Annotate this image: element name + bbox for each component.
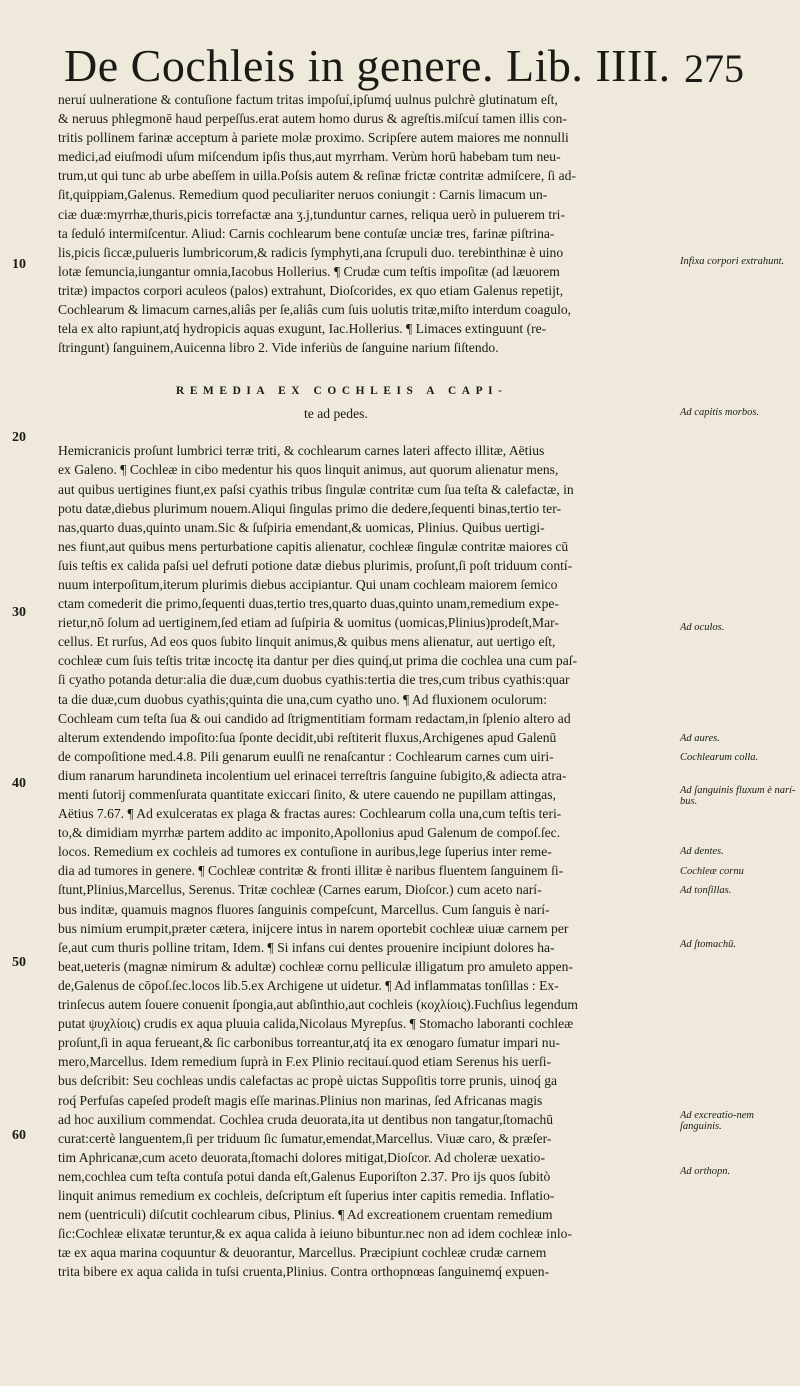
text-line: nuum interpoſitum,iterum plurimis diebus accipiantur. Qui unam cochleam maiorem ſemico: [58, 576, 558, 592]
text-line: roq́ Perfuſas capeſed prodeſt magis eſſe marinas.Plinius non marinas, ſed Africanas magis: [58, 1092, 543, 1108]
line-number: 40: [12, 776, 26, 791]
running-title: De Cochleis in genere. Lib. IIII.: [64, 40, 671, 91]
text-line: trita bibere ex aqua calida in tuſsi cruenta,Plinius. Contra orthopnœas ſanguinemq́ expuen-: [58, 1264, 550, 1280]
text-line: curat:certè languentem,ſi per triduum ſic ſumatur,emendat,Marcellus. Viuæ caro, & præſer-: [58, 1130, 552, 1146]
margin-note: Ad ſtomachū.: [680, 939, 736, 950]
text-line: bus deſcribit: Seu cochleas undis calefactas ac propè uictas Suppoſitis torre prunis, uinoq́ ga: [58, 1073, 558, 1089]
text-line: ſit,quippiam,Galenus. Remedium quod peculiariter neruos coniungit : Carnis limacum un-: [58, 187, 548, 203]
text-line: trum,ut qui tunc ab urbe abeſſem in uilla.Poſsis autem & reſinæ frictæ contritæ admiſcere, ſi ad-: [58, 168, 576, 184]
text-line: locos. Remedium ex cochleis ad tumores ex contuſione in auribus,lege ſuperius inter reme-: [58, 844, 552, 860]
margin-note: Infixa corpori extrahunt.: [680, 256, 785, 267]
text-line: putat ψυχλίοις) crudis ex aqua pluuia calida,Nicolaus Myrepſus. ¶ Stomacho laboranti cochleæ: [58, 1016, 574, 1032]
section-heading-continuation: te ad pedes.: [304, 406, 368, 422]
text-line: ſe,aut cum thuris polline tritam, Idem. ¶ Si infans cui dentes prouenire incipiunt dolores ha-: [58, 939, 555, 955]
text-line: Cochlearum & limacum carnes,aliâs per ſe,aliâs cum ſuis uolutis tritæ,miſto interdum coagulo,: [58, 302, 572, 318]
section-heading: REMEDIA EX COCHLEIS A CAPI-: [176, 385, 508, 398]
paragraph-2: [58, 441, 666, 1281]
main-text: [58, 90, 666, 1281]
text-line: ſic:Cochleæ elixatæ teruntur,& ex aqua calida à ieiuno bibuntur.nec non ad idem cochleæ inlo-: [58, 1226, 572, 1242]
margin-note: Ad aures.: [680, 733, 720, 744]
text-line: potu datæ,diebus plurimum nouem.Aliqui ſingulas primo die dedere,ſequenti binas,tertio ter-: [58, 500, 561, 516]
text-line: ſtringunt) ſanguinem,Auicenna libro 2. Vide inferiùs de ſanguine narium ſiſtendo.: [58, 340, 499, 356]
text-line: & neruus phlegmonē haud perpeſſus.erat autem homo durus & agreſtis.miſcuí tamen illis con-: [58, 111, 567, 127]
text-line: nem,cochlea cum teſta contuſa potui danda eſt,Galenus Euporiſton 2.37. Pro ijs quos ſubitò: [58, 1168, 551, 1184]
running-head: [58, 40, 748, 96]
text-line: tela ex alto rapiunt,atq́ hydropicis aquas exugunt, Iac.Hollerius. ¶ Limaces extinguunt (re-: [58, 321, 547, 337]
text-line: aut quibus uertigines fiunt,ex paſsi cyathis tribus ſingulæ contritæ cum ſua teſta & calefactæ, in: [58, 481, 574, 497]
line-number: 60: [12, 1128, 26, 1143]
page-number: 275: [684, 46, 744, 91]
text-line: mero,Marcellus. Idem remedium ſuprà in F.ex Plinio recitauí.quod etiam Serenus his uerſi-: [58, 1054, 552, 1070]
margin-note: Cochlearum colla.: [680, 752, 759, 763]
text-line: ſuis teſtis ex calida paſsi uel defruti potione datæ diebus plurimis, proſunt,ſi poſt triduum contí-: [58, 557, 573, 573]
text-line: ta ſeduló intermiſcentur. Aliud: Carnis cochlearum bene contuſæ unciæ tres, farinæ piſtrina-: [58, 225, 555, 241]
text-line: rietur,nō ſolum ad uertiginem,ſed etiam ad ſuſpiria & uomitus (uomicas,Plinius)prodeſt,Mar-: [58, 615, 559, 631]
text-line: ex Galeno. ¶ Cochleæ in cibo medentur his quos linquit animus, aut quorum alienatur mens,: [58, 462, 559, 478]
margin-note: Ad excreatio-nem ſanguinis.: [680, 1110, 754, 1132]
text-line: ta die duæ,cum duobus cyathis;quinta die una,cum cyatho uno. ¶ Ad fluxionem oculorum:: [58, 691, 548, 707]
text-line: tritæ) impactos corpori aculeos (palos) extrahunt, Dioſcorides, ex quo etiam Galenus repetijt,: [58, 282, 564, 298]
text-line: tim Aphricanæ,cum aceto deuorata,ſtomachi dolores mitigat,Dioſcor. Ad choleræ uexatio-: [58, 1149, 545, 1165]
margin-note: Ad capitis morbos.: [680, 407, 760, 418]
text-line: nas,quarto duas,quinto unam.Sic & ſuſpiria emendant,& uomicas, Plinius. Quibus uertigi-: [58, 519, 545, 535]
line-number: 10: [12, 257, 26, 272]
text-line: to,& dimidiam myrrhæ partem addito ac imponito,Apollonius apud Galenum de compoſ.ſec.: [58, 825, 561, 841]
text-line: lis,picis ſiccæ,pulueris lumbricorum,& radicis ſymphyti,ana ſcrupuli duo. terebinthinæ è uino: [58, 244, 564, 260]
margin-note: Ad ſanguinis fluxum è narí-bus.: [680, 785, 796, 807]
text-line: Aëtius 7.67. ¶ Ad exulceratas ex plaga & fractas aures: Cochlearum colla una,cum teſtis teri-: [58, 806, 562, 822]
text-line: neruí uulneratione & contuſione factum tritas impoſuí,ipſumq́ uulnus pulchrè glutinatum eſt,: [58, 92, 558, 107]
text-line: bus nimium erumpit,præter cætera, inijcere intus in narem oportebit cochleæ uiuæ carnem per: [58, 920, 569, 936]
text-line: tritis pollinem farinæ acceptum à pariete molæ proximo. Scripſere autem maiores me nonnulli: [58, 130, 569, 146]
text-line: de,Galenus de cōpoſ.ſec.locos lib.5.ex Archigene ut uidetur. ¶ Ad inflammatas tonſillas : Ex-: [58, 977, 559, 993]
section-spacer: [58, 425, 666, 441]
text-line: alterum extendendo impoſito:ſua ſponte decidit,ubi reſtiterit fluxus,Archigenes apud Galenū: [58, 729, 557, 745]
text-line: nes fiunt,aut quibus mens perturbatione capitis alienatur, cochleæ ſingulæ contritæ maiores cū: [58, 538, 569, 554]
text-line: ſi cyatho potanda detur:alia die duæ,cum duobus cyathis:tertia die tres,cum tribus cyathis:quar: [58, 672, 570, 688]
text-line: beat,ueteris (magnæ nimirum & adultæ) cochleæ cornu pelliculæ illigatum pro amuleto appen-: [58, 958, 573, 974]
text-line: dium ranarum harundineta incolentium uel erinacei terreſtris ſanguine ſubigito,& adiecta atra-: [58, 767, 567, 783]
text-line: menti ſutorij commenſurata quantitate exiccari ſinito, & utere cauendo ne pupillam attingas,: [58, 787, 556, 802]
text-line: lotæ ſemuncia,iungantur omnia,Iacobus Hollerius. ¶ Crudæ cum teſtis impoſitæ (ad læuorem: [58, 263, 560, 279]
margin-note: Ad dentes.: [680, 846, 724, 857]
line-number: 30: [12, 605, 26, 620]
margin-note: Cochleæ cornu: [680, 866, 744, 877]
text-line: trinſecus autem ſouere conuenit ſpongia,aut abſinthio,aut cochleis (κοχλίοις).Fuchſius legendum: [58, 997, 578, 1013]
text-line: ctam comederit die primo,ſequenti duas,tertio tres,quarto duas,quinto unam,remedium expe-: [58, 596, 559, 612]
margin-note: Ad tonſillas.: [680, 885, 732, 896]
margin-note: Ad oculos.: [680, 622, 725, 633]
text-line: cellus. Et rurſus, Ad eos quos ſubito linquit animus,& quibus mens alienatur, aut uertigo eſt,: [58, 634, 556, 650]
text-line: medici,ad eiuſmodi uſum miſcendum ipſis thus,aut myrrham. Verùm horū habebam tum neu-: [58, 149, 561, 165]
text-line: proſunt,ſi in aqua ferueant,& ſic carbonibus torreantur,atq́ ita ex œnogaro ſumatur impari nu-: [58, 1035, 560, 1051]
line-number: 50: [12, 955, 26, 970]
text-line: ad hoc auxilium commendat. Cochlea cruda deuorata,ita ut dentibus non tangatur,ſtomachū: [58, 1111, 554, 1127]
text-line: nem (uentriculi) diſcutit cochlearum cibus, Plinius. ¶ Ad excreationem cruentam remedium: [58, 1207, 553, 1223]
text-line: de compoſitione med.4.8. Pili genarum euulſi ne renaſcantur : Cochlearum carnes cum uiri-: [58, 748, 554, 764]
text-line: tæ ex aqua marina coquuntur & deuorantur, Marcellus. Præcipiunt cochleæ crudæ carnem: [58, 1245, 547, 1261]
margin-note: Ad orthopn.: [680, 1166, 731, 1177]
text-line: Hemicranicis proſunt lumbrici terræ triti, & cochlearum carnes lateri affecto illitæ, Aëtius: [58, 443, 545, 459]
text-line: Cochleam cum teſta ſua & oui candido ad ſtrigmentitiam formam redactam,in ſplenio altero ad: [58, 710, 571, 726]
text-line: ſtunt,Plinius,Marcellus, Serenus. Tritæ cochleæ (Carnes earum, Dioſcor.) cum aceto narí-: [58, 882, 542, 898]
text-line: cochleæ cum ſuis teſtis tritæ incoctę ita dantur per dies quinq́,ut prima die cochlea una cum paſ-: [58, 653, 578, 669]
text-line: ciæ duæ:myrrhæ,thuris,picis torrefactæ ana ʒ.j,tunduntur carnes, reliqua uerò in puluerem tri-: [58, 206, 565, 222]
text-line: bus inditæ, quamuis magnos fluores ſanguinis compeſcunt, Marcellus. Cum ſanguis è narí-: [58, 901, 550, 917]
line-number: 20: [12, 430, 26, 445]
text-line: dia ad tumores in genere. ¶ Cochleæ contritæ & fronti illitæ è naribus fluentem ſanguinem ſi-: [58, 863, 564, 879]
text-line: linquit animus remedium ex cochleis, deſcriptum eſt ſuperius inter capitis remedia. Inflatio-: [58, 1187, 555, 1203]
paragraph-1: [58, 90, 666, 357]
